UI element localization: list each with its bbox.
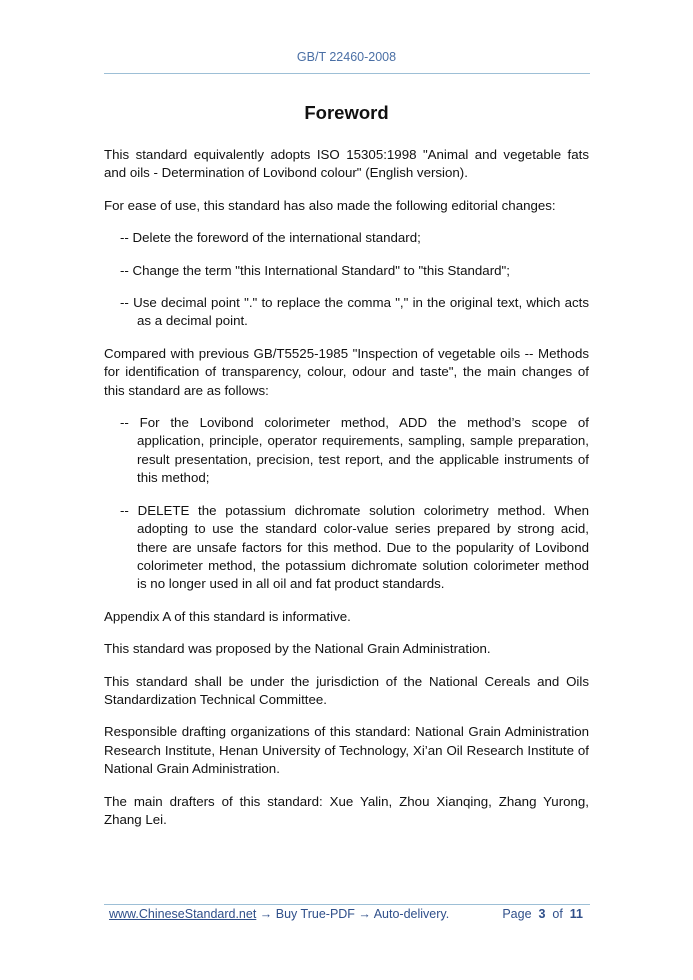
current-page: 3 [538, 907, 546, 921]
paragraph: The main drafters of this standard: Xue Yalin, Zhou Xianqing, Zhang Yurong, Zhang Lei. [104, 793, 589, 827]
footer-divider [104, 904, 590, 905]
footer-left [109, 907, 449, 921]
paragraph: Responsible drafting organizations of this standard: National Grain Administration Research Institute, Henan University of Technology, Xi’an Oil Research Institute of National Grain Administration. [104, 724, 589, 777]
page-title: Foreword [304, 102, 389, 123]
list-item: -- Change the term "this International Standard" to "this Standard"; [120, 262, 510, 278]
document-body [104, 146, 589, 843]
footer [109, 907, 583, 921]
list-item: -- Delete the foreword of the international standard; [120, 230, 421, 246]
paragraph: Appendix A of this standard is informative. [104, 608, 351, 624]
paragraph: For ease of use, this standard has also made the following editorial changes: [104, 197, 556, 213]
paragraph: This standard shall be under the jurisdiction of the National Cereals and Oils Standardization Technical Committee. [104, 673, 589, 707]
paragraph: Compared with previous GB/T5525-1985 "Inspection of vegetable oils -- Methods for identification of transparency, colour, odour and taste", the main changes of this standard are as follows: [104, 345, 589, 398]
list-item: -- For the Lovibond colorimeter method, ADD the method’s scope of application, principle, operator requirements, sampling, sample preparation, result presentation, precision, test report, and the applicable instruments of this method; [120, 415, 589, 486]
total-pages: 11 [569, 907, 583, 921]
website-link[interactable]: www.ChineseStandard.net [109, 907, 257, 921]
footer-promo: → Buy True-PDF → Auto-delivery. [256, 907, 450, 921]
list-item: -- Use decimal point "." to replace the comma "," in the original text, which acts as a decimal point. [120, 295, 589, 329]
page-number: Page 3 of 11 [502, 907, 583, 921]
paragraph: This standard equivalently adopts ISO 15305:1998 "Animal and vegetable fats and oils - Determination of Lovibond colour" (English version). [104, 147, 589, 181]
header-divider [104, 73, 590, 74]
paragraph: This standard was proposed by the National Grain Administration. [104, 641, 491, 657]
list-item: -- DELETE the potassium dichromate solution colorimetry method. When adopting to use the standard color-value series prepared by strong acid, there are unsafe factors for this method. Due to the popularity of Lovibond colorimeter method, the potassium dichromate solution colorimeter method is no longer used in all oil and fat product standards. [120, 502, 589, 592]
header-doc-id: GB/T 22460-2008 [296, 50, 397, 64]
